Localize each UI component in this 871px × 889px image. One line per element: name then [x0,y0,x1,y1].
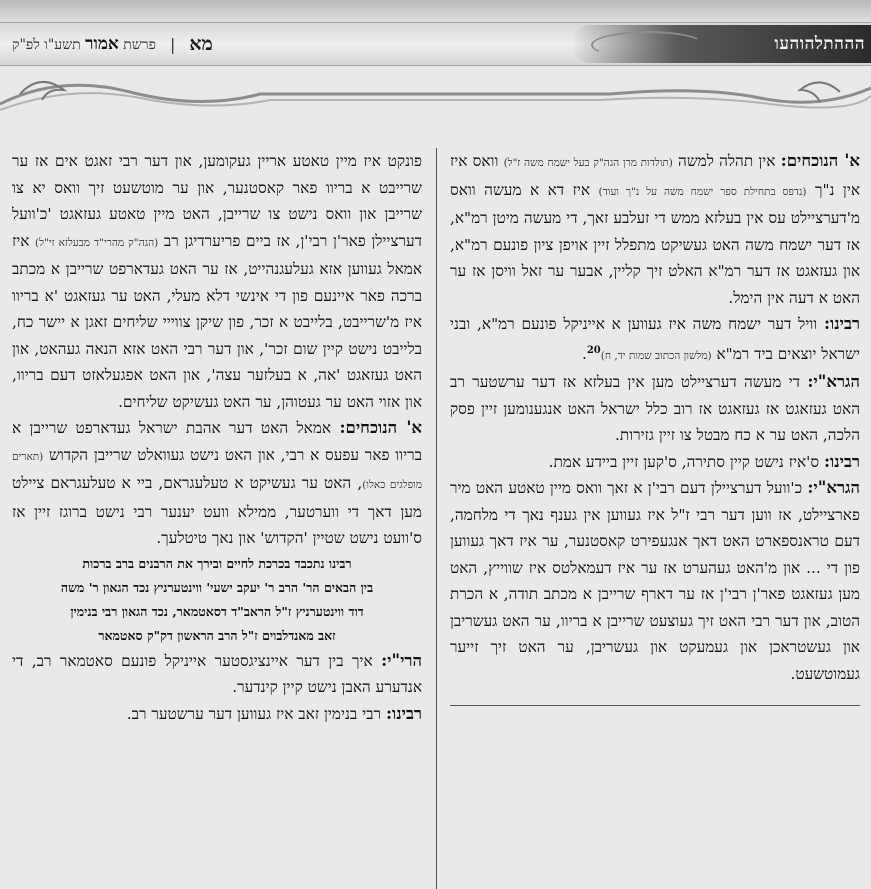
source-citation: (נדפס בתחילת ספר ישמח משה על נ"ך ועוד) [598,185,807,198]
paragraph-text: אין תהלה למשה [672,152,781,170]
running-header [0,22,871,66]
parsha-name: אמור [85,34,119,54]
paragraph-text: אמאל האט דער אהבת ישראל געדארפט שרייבן א בריוו פאר עפעס א רבי, און האט נישט געוואלט שרייבן הקדוש [12,419,422,464]
paragraph-text: , האט ער געשיקט א טעלעגראם, ביי א טעלעגראם ציילט מען דאך די ווערטער, ממילא וועט יענער רבי נישט ברוגז זיין אז ס'וועט נישט שטיין 'הקדוש' און נאך טיטלעך. [12,474,422,547]
paragraph: רבינו: וויל דער ישמח משה איז געווען א אייניקל פונעם רמ"א, ובני ישראל יוצאים ביד רמ"א (מלשון הכתוב שמות יד, ח)$^{20}$. [450,314,860,363]
source-citation: (הגה"ק מהרי"ד מבעלזא זי"ל) [35,236,159,249]
paragraph-text: כ'וועל דערציילן דעם רבי'ן א זאך וואס מיין טאטע האט מיר פארציילט, אז ווען דער רבי ז"ל איז געווען אין גענף נאך די מלחמה, דעם טראנספארט האט דאך אנגעפירט קאסטנער, ער איז דאך געווען פון די ... און מ'האט געהערט אז ער איז דעמאלטס איז שווייץ, האט מען געזאגט פאר'ן רבי'ן אז ער דארף שרייבן א מכתב תודה, א הכרת הטוב, און דער רבי האט זיך געוצעט שרייבן א בריוו, ער האט געשריבן און געשטראכן און געמעקט און געשריבן, ער האט זיך זייער געמוטשעט. [450,479,860,683]
speaker-label: רבינו: [823,314,860,333]
speaker-label: הגרא"י: [807,478,860,498]
speaker-label: הגרא"י: [807,372,860,392]
right-column [450,148,860,889]
paragraph [450,475,860,687]
tribute-block [12,552,422,648]
swirl-ornament-icon [591,31,705,59]
speaker-label: א' הנוכחים: [780,151,860,170]
paragraph-text: וואס איז אין נ"ך [450,152,860,199]
tribute-line: זאב מאנדלבוים ז"ל הרב הראשון דק"ק סאטמאר [98,627,336,643]
speaker-label: א' הנוכחים: [339,418,422,437]
header-separator: | [169,34,176,54]
paragraph-text: רבי בנימין זאב איז געווען דער ערשטער רב. [126,704,386,723]
tribute-line: בין הבאים הר' הרב ר' יעקב ישעי' ווינטערניץ נכד הגאון ר' משה [60,579,374,595]
paragraph-text: וויל דער ישמח משה איז געווען א אייניקל פונעם רמ"א, ובני ישראל יוצאים ביד רמ"א [450,315,860,363]
paragraph [12,148,422,415]
paragraph [12,701,422,728]
paragraph-text: די מעשה דערציילט מען אין בעלזא אז דער ערשטער רב האט געזאגט אז געזאגט אז רוב כלל ישראל האט אנגענומען זיין פסק הלכה, האט ער א כח מבטל צו זיין גזירות. [450,373,860,445]
tribute-line: דוד ווינטערניץ ז"ל הראב"ד דסאטמאר, נכד הגאון רבי בנימין [70,603,364,619]
paragraph [450,369,860,449]
source-citation: (מלשון הכתוב שמות יד, ח) [600,349,712,362]
paragraph-text: ס'איז נישט קיין סתירה, ס'קען זיין ביידע אמת. [548,452,824,471]
column-divider [436,148,437,889]
footnote-marker[interactable]: 20 [586,344,601,356]
paragraph [450,449,860,476]
speaker-label: הרי"י: [381,650,422,670]
paragraph [450,148,860,311]
parsha-year: תשע"ו לפ"ק [12,37,81,53]
page-info [12,31,213,57]
speaker-label: רבינו: [823,451,860,471]
source-citation: (תולדות מרן הגה"ק בעל ישמח משה ז"ל) [503,157,673,169]
speaker-label: רבינו: [385,703,422,723]
page-number: מא [189,32,213,55]
parsha-label [12,34,156,54]
paragraph [12,648,422,701]
paragraph-text: פונקט איז מיין טאטע אריין געקומען, און דער רבי זאגט אים אז ער שרייבט א בריוו פאר קאסטנער, און ער מוטשעט זיך וואס יא צו שרייבן און וואס נישט צו שרייבן, האט מיין טאטע געזאגט 'כ'וועל דערציילן פאר'ן רבי'ן, אז ביים פריערדיגן רב [12,152,422,250]
paragraph-text: איז דא א מעשה וואס מ'דערציילט עס אין בעלזא ממש די זעלבע זאך, די מעשה מיטן רמ"א, אז דער ישמח משה האט געשיקט מתפלל זיין אויפן ציון פונעם רמ"א, און געזאגט אז דער רמ"א האלט זיך קליין, אבער ער זאל וויסן אז ער האט א דעה אין הימל. [450,180,860,307]
left-column [12,148,422,889]
paragraph-text: איך בין דער איינציגסטער אייניקל פונעם סאטמאר רב, די אנדערע האבן נישט קיין קינדער. [12,651,422,696]
tribute-line: רבינו נתכבד בכרכת לחיים ובירך את הרבנים ברב ברכות [82,555,352,571]
section-title: הההתלהוהעו [774,34,865,54]
top-strip [0,0,871,22]
source-citation: (תארים מופלגים כאלו) [12,450,422,491]
column-end-rule [450,705,860,706]
paragraph [12,415,422,552]
two-column-body [12,148,860,889]
decorative-border-ornament [0,64,871,124]
section-title-tab [571,25,871,63]
parsha-prefix: פרשת [123,37,156,53]
paragraph-text: איז אמאל געווען אזא געלעגנהייט, אז ער האט געדארפט שרייבן א מכתב ברכה פאר איינעם פון די אינשי דלא מעלי, האט ער געזאגט 'א בריוו איז מ'שרייבט, בלייבט א זכר, פון שיקן צווייי שליחים זאגן א יישר כח, בלייבט נישט קיין שום זכר', און דער רבי האט אזא הנאה געהאט, און האט געזאגט 'אה, א בעלזער עצה', און האט אפגעלאזט דעם בריוו, און אזוי האט ער געטוהן, ער האט געשיקט שליחים. [12,231,422,411]
